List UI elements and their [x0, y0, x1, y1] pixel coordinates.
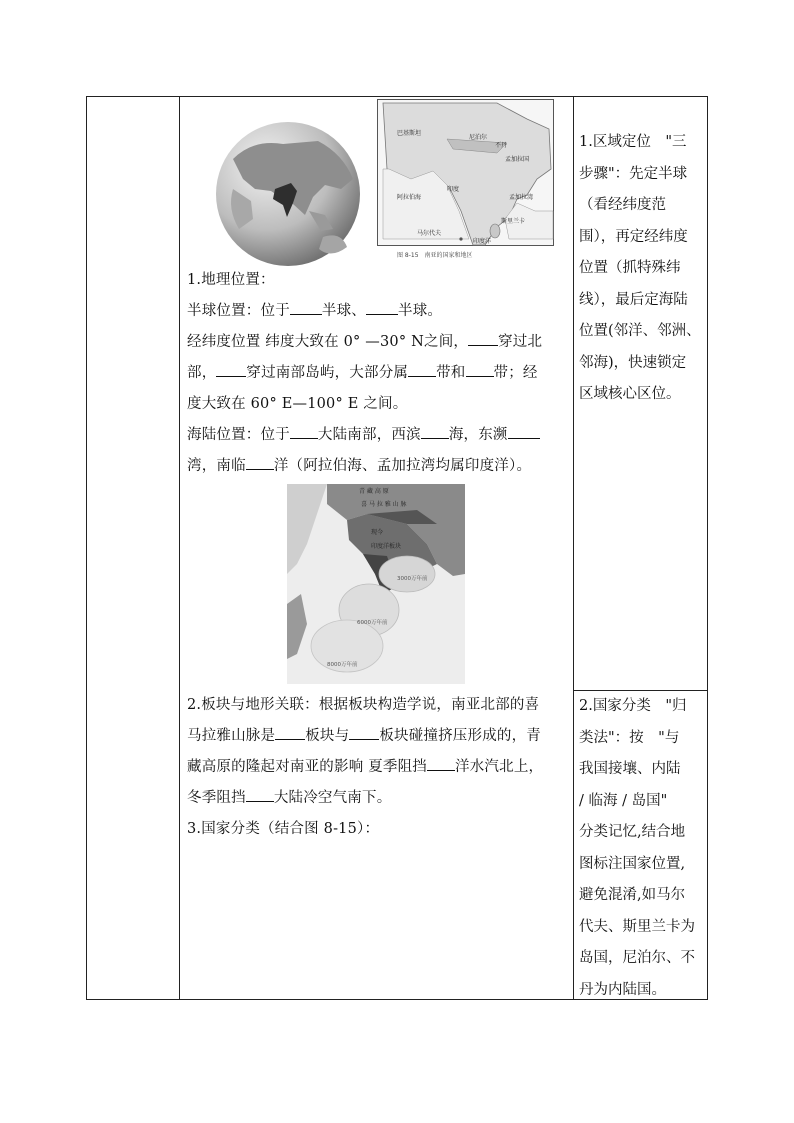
side-note-2-line: / 临海 / 岛国": [579, 792, 668, 809]
plate-label-mountain: 喜 马 拉 雅 山 脉: [361, 501, 407, 508]
side-note-2-line: 代夫、斯里兰卡为: [579, 918, 695, 935]
side-note-2-line: 我国接壤、内陆: [579, 761, 681, 777]
map-label-9: 印度洋: [473, 238, 492, 245]
map-label-0: 巴基斯坦: [397, 130, 422, 137]
side-note-1-line: 1.区域定位 "三: [579, 134, 687, 150]
section2-text: [187, 690, 569, 845]
side-note-2-line: 分类记忆,结合地: [579, 824, 686, 840]
side-note-2-line: 岛国，尼泊尔、不: [579, 950, 695, 966]
answer-blank[interactable]: [508, 423, 540, 439]
side-note-2-line: 丹为内陆国。: [579, 981, 666, 998]
side-note-1-line: 围），再定经纬度: [579, 228, 688, 245]
side-note-2-line: 类法"：按 "与: [579, 729, 680, 746]
map-caption: 图 8-15 南亚的国家和地区: [397, 252, 473, 259]
side-note-1-line: 区域核心区位。: [579, 386, 681, 402]
answer-blank[interactable]: [408, 361, 436, 377]
section3-title: 3.国家分类（结合图 8-15）：: [187, 821, 380, 837]
answer-blank[interactable]: [427, 755, 455, 771]
answer-blank[interactable]: [246, 454, 274, 470]
plate-line-3: 藏高原的隆起对南亚的影响 夏季阻挡 洋水汽北上，: [187, 752, 569, 783]
latlon-line-2: 部， 穿过南部岛屿，大部分属 带和 带；经: [187, 358, 569, 389]
map-label-5: 阿拉伯海: [397, 194, 422, 201]
answer-blank[interactable]: [349, 724, 379, 740]
plate-label-top: 青 藏 高 原: [359, 488, 389, 495]
side-note-1-line: 线），最后定海陆: [579, 291, 688, 308]
hemisphere-line: 半球位置：位于 半球、 半球。: [187, 296, 569, 327]
map-label-6: 孟加拉湾: [509, 194, 534, 201]
plate-movement-figure: [287, 484, 465, 684]
side-note-2-line: 2.国家分类 "归: [579, 698, 687, 714]
answer-blank[interactable]: [468, 330, 498, 346]
plate-label-6000: 6000万年前: [357, 620, 388, 626]
side-note-1-line: 位置(邻洋、邻洲、: [579, 323, 701, 339]
map-label-3: 不丹: [495, 142, 508, 149]
side-note-2-line: 避免混淆,如马尔: [579, 887, 686, 903]
latlon-line-3: 度大致在 60° E—100° E 之间。: [187, 396, 408, 412]
side-note-1-line: 位置（抓特殊纬: [579, 260, 681, 276]
answer-blank[interactable]: [246, 786, 274, 802]
plate-line-1: 2.板块与地形关联：根据板块构造学说，南亚北部的喜: [187, 697, 540, 713]
plate-label-3000: 3000万年前: [397, 576, 428, 582]
sealand-line-2: 湾，南临 洋（阿拉伯海、孟加拉湾均属印度洋）。: [187, 451, 569, 482]
answer-blank[interactable]: [421, 423, 449, 439]
map-label-8: 马尔代夫: [417, 230, 442, 237]
south-asia-map: [377, 99, 571, 261]
plate-label-tag: 现今: [371, 529, 384, 536]
latlon-line-1: 经纬度位置 纬度大致在 0° —30° N之间， 穿过北: [187, 327, 569, 358]
globe-image: [213, 119, 363, 269]
sealand-line-1: 海陆位置：位于 大陆南部，西滨 海，东濒: [187, 420, 569, 451]
plate-label-8000: 8000万年前: [327, 662, 358, 668]
answer-blank[interactable]: [366, 299, 398, 315]
column-divider-2: [573, 97, 574, 999]
plate-label-plate: 印度洋板块: [371, 543, 402, 550]
side-note-1-line: 步骤"：先定半球: [579, 165, 688, 182]
side-note-2-line: 图标注国家位置,: [579, 855, 686, 872]
answer-blank[interactable]: [466, 361, 494, 377]
section1-title: 1.地理位置：: [187, 272, 275, 288]
side-note-1-line: 邻海)，快速锁定: [579, 354, 687, 371]
side-note-1: [579, 127, 703, 411]
plate-line-4: 冬季阻挡 大陆冷空气南下。: [187, 783, 569, 814]
section1-text: [187, 265, 569, 482]
answer-blank[interactable]: [275, 724, 305, 740]
answer-blank[interactable]: [216, 361, 246, 377]
map-label-1: 印度: [447, 186, 460, 193]
map-label-2: 尼泊尔: [469, 134, 488, 141]
side-note-2: [579, 691, 703, 1006]
answer-blank[interactable]: [290, 299, 322, 315]
answer-blank[interactable]: [290, 423, 318, 439]
plate-line-2: 马拉雅山脉是 板块与 板块碰撞挤压形成的，青: [187, 721, 569, 752]
map-label-4: 孟加拉国: [505, 156, 530, 163]
lesson-table: [86, 96, 708, 1000]
side-note-1-line: （看经纬度范: [579, 197, 666, 213]
map-label-7: 斯里兰卡: [501, 218, 526, 225]
column-divider-1: [179, 97, 180, 999]
